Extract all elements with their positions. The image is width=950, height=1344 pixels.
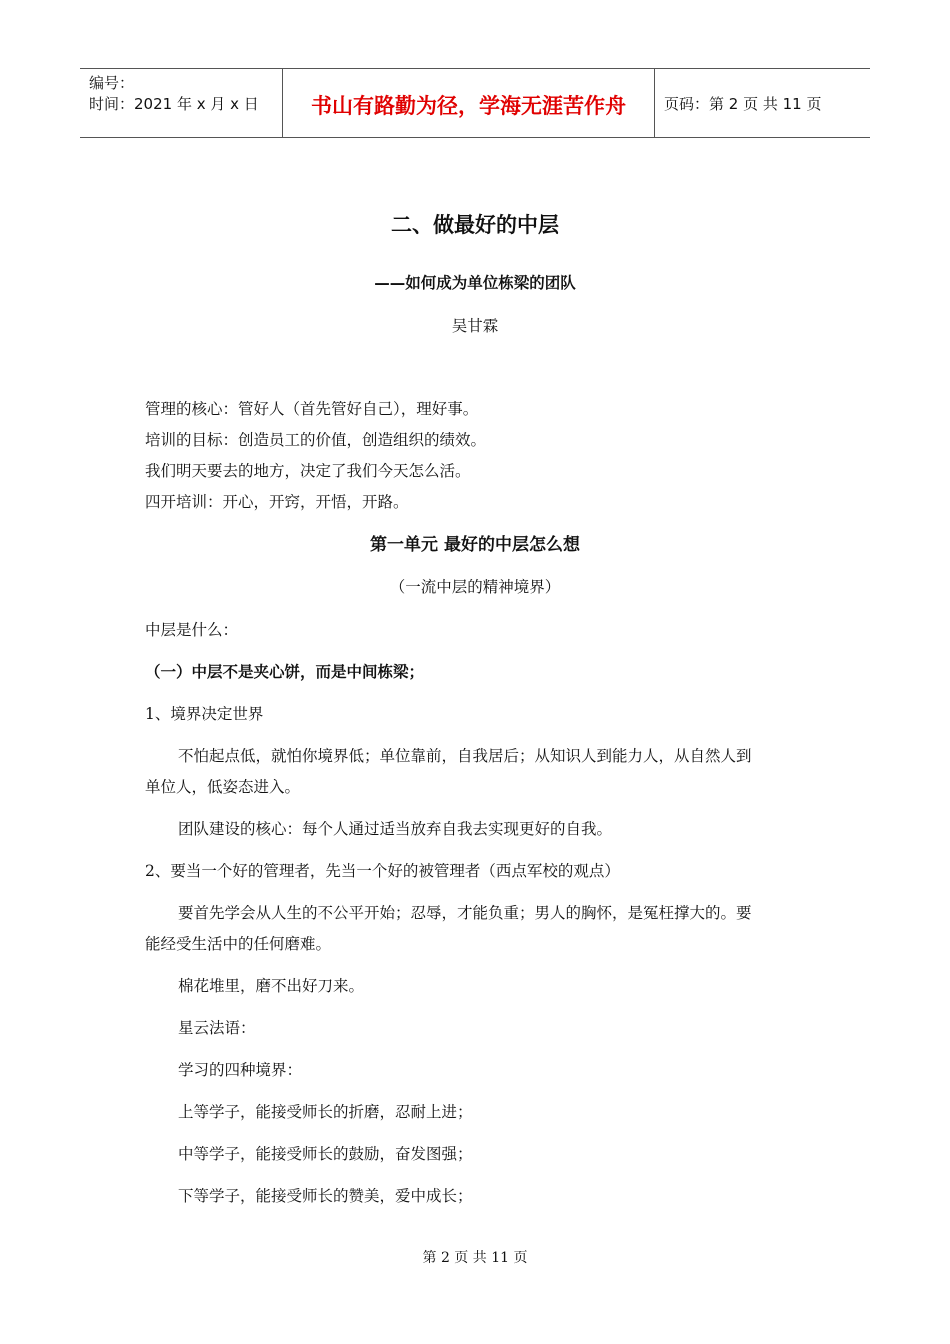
paragraph-1-line-2: 单位人，低姿态进入。 xyxy=(145,778,301,796)
unit-title: 第一单元 最好的中层怎么想 xyxy=(370,535,580,555)
unit-subtitle: （一流中层的精神境界） xyxy=(389,578,561,596)
header-meta xyxy=(80,69,282,137)
section-heading-1: （一）中层不是夹心饼，而是中间栋梁； xyxy=(145,663,425,681)
intro-line-4: 四开培训：开心，开窍，开悟，开路。 xyxy=(145,493,409,511)
paragraph-6: 学习的四种境界： xyxy=(178,1061,303,1079)
question-line: 中层是什么： xyxy=(145,621,239,639)
paragraph-1-line-1: 不怕起点低，就怕你境界低；单位靠前，自我居后；从知识人到能力人，从自然人到 xyxy=(178,747,752,765)
level-line-1: 上等学子，能接受师长的折磨，忍耐上进； xyxy=(178,1103,473,1121)
number-label: 编号： xyxy=(89,74,135,92)
paragraph-3-line-2: 能经受生活中的任何磨难。 xyxy=(145,935,332,953)
header-table xyxy=(80,68,870,138)
header-page-info: 页码：第 2 页 共 11 页 xyxy=(664,94,822,113)
point-heading-2: 2、要当一个好的管理者，先当一个好的被管理者（西点军校的观点） xyxy=(145,862,620,880)
intro-line-3: 我们明天要去的地方，决定了我们今天怎么活。 xyxy=(145,462,471,480)
document-author: 吴甘霖 xyxy=(451,317,499,335)
intro-line-2: 培训的目标：创造员工的价值，创造组织的绩效。 xyxy=(145,431,487,449)
point-heading-1: 1、境界决定世界 xyxy=(145,705,264,723)
header-motto: 书山有路勤为径，学海无涯苦作舟 xyxy=(282,69,655,137)
page-footer: 第 2 页 共 11 页 xyxy=(422,1250,528,1266)
paragraph-5: 星云法语： xyxy=(178,1019,256,1037)
intro-line-1: 管理的核心：管好人（首先管好自己），理好事。 xyxy=(145,400,479,418)
paragraph-4: 棉花堆里，磨不出好刀来。 xyxy=(178,977,365,995)
paragraph-2: 团队建设的核心：每个人通过适当放弃自我去实现更好的自我。 xyxy=(178,820,613,838)
document-title: 二、做最好的中层 xyxy=(391,213,559,237)
level-line-2: 中等学子，能接受师长的鼓励，奋发图强； xyxy=(178,1145,473,1163)
paragraph-3-line-1: 要首先学会从人生的不公平开始；忍辱，才能负重；男人的胸怀，是冤枉撑大的。要 xyxy=(178,904,752,922)
time-label: 时间：2021 年 x 月 x 日 xyxy=(89,95,259,113)
level-line-3: 下等学子，能接受师长的赞美，爱中成长； xyxy=(178,1187,473,1205)
document-subtitle: ——如何成为单位栋梁的团队 xyxy=(374,274,576,292)
